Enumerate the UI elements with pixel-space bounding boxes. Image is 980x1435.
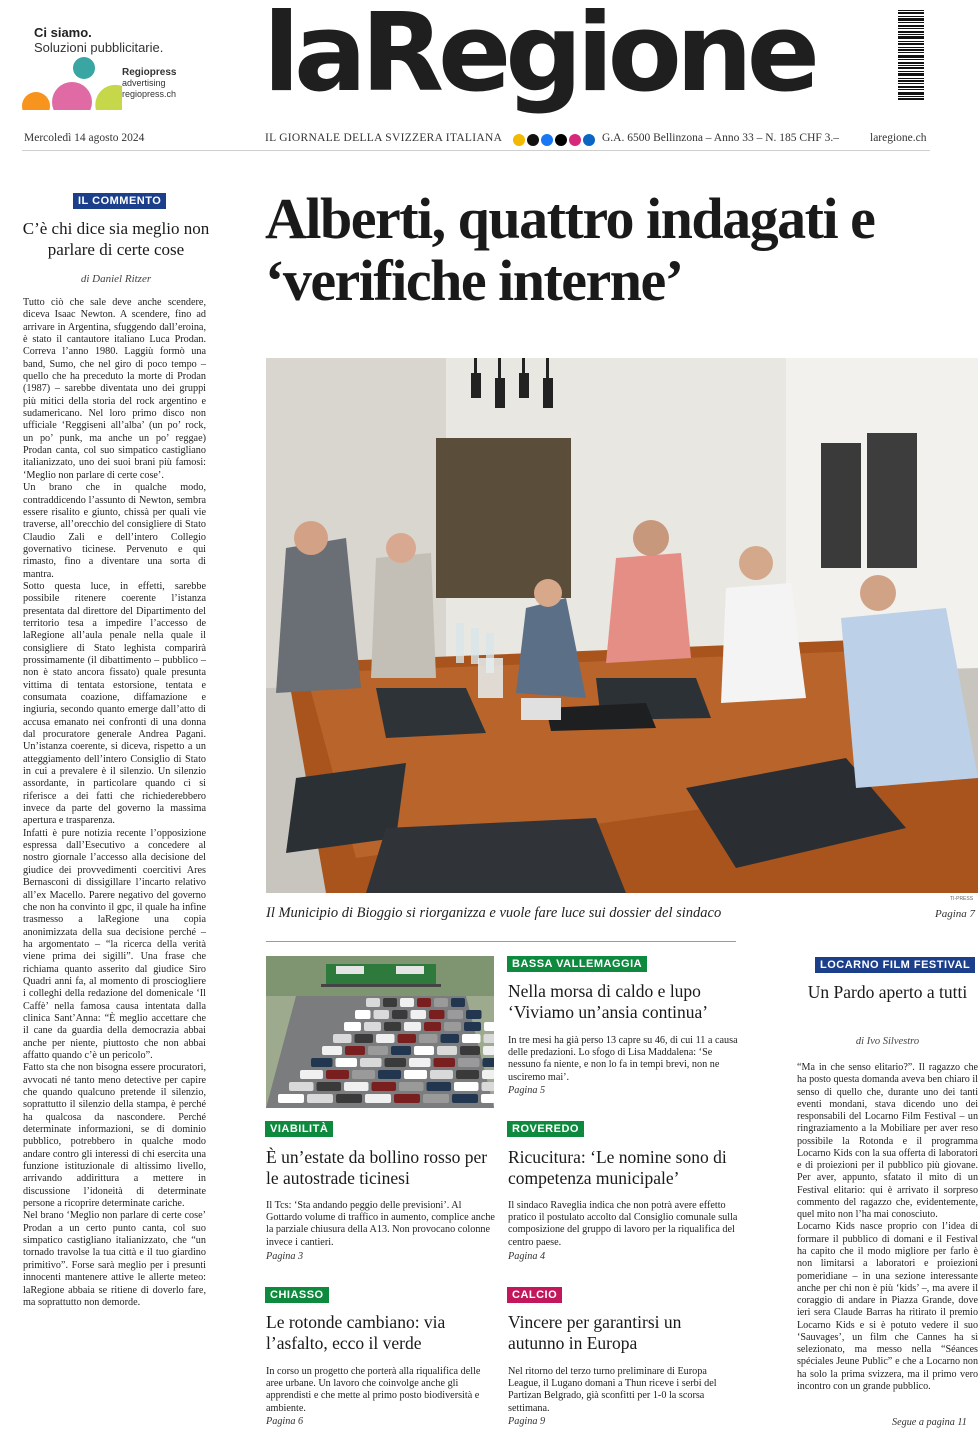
- article-page-viabilita[interactable]: Pagina 3: [266, 1251, 304, 1262]
- lead-headline[interactable]: Alberti, quattro indagati e ‘verifiche interne’: [265, 186, 875, 313]
- article-label-bassa-vallemaggia: BASSA VALLEMAGGIA: [507, 956, 647, 972]
- ad-brand-name: Regiopress: [122, 67, 177, 78]
- masthead-logo[interactable]: laRegione: [263, 0, 814, 116]
- lead-page-ref[interactable]: Pagina 7: [935, 908, 976, 920]
- app-icon[interactable]: [513, 134, 525, 146]
- barcode-graphic: [888, 6, 926, 104]
- linkedin-icon[interactable]: [583, 134, 595, 146]
- commentary-body: Tutto ciò che sale deve anche scendere, diceva Isaac Newton. A scendere, fino ad arrivare in Argentina, sfuggendo dall’eroina, è stato il cantautore italiano Luca Prodan. Correva l’anno 1980. Laggiù formò una band, Sumo, che nel giro di poco tempo – quello che ha preceduto la morte di Prodan (1987) – sarebbe diventata uno dei gruppi più mitici della storia del rock argentino e sudamericano. Nel loro primo disco non ufficiale ‘Reggiseni all’alba’ (un po’ rock, un po’ punk, ma anche un po’ reggae) Prodan canta, col suo simpatico castigliano italianizzato, uno dei suoi brani più famosi: ‘Meglio non parlare di certe cose’. Un brano che in qualche modo, contraddicendo l’assunto di Newton, sembra essere risalito e giunto, chissà per quali vie traverse, all’orecchio del consigliere di Stato Claudio Zali e dell’intero Collegio governativo ticinese. Pervenuto e qui rimasto, fino a diventare una sorta di mantra. Sotto questa luce, in effetti, sarebbe possibile ritenere coerente l’istanza presentata dal direttore del Dipartimento del territorio tesa a impedire l’accesso de laRegione all’aula penale nella quale il consigliere di Stato leghista comparirà prossimamente (il dibattimento – pubblico – non è stato ancora fissato) quale presunta vittima di tentata estorsione, tentata e consumata coazione, diffamazione e ingiuria, secondo quanto emerge dall’atto di accusa emanato nei confronti di una donna dal procuratore generale Andrea Pagani. Un’istanza coerente, si diceva, rispetto a un atteggiamento dell’intero Consiglio di Stato in cui a prevalere è il silenzio. Un silenzio assordante, in particolare quando ci si riferisce a dei fatti che richiederebbero invece da parte del governo la massima apertura e trasparenza. Infatti è pure notizia recente l’opposizione espressa dall’Esecutivo a concedere al nostro giornale l’accesso alla decisione del giudice dei provvedimenti coercitivi Ares Bernasconi di dissigillare l’incarto relativo all’ex Macello. Parere negativo del governo che non ha convinto il gpc, il quale ha infine trasmesso a laRegione una copia anonimizzata della sua decisione perché – ha argomentato – “la ricerca della verità viene prima dei sigilli”. Una frase che richiama quanto asserito dal giudice Siro Quadri anni fa, al momento di prosciogliere i colleghi della redazione del domenicale ‘Il Caffè’ nella famosa causa intentata dalla clinica Sant’Anna: “È meglio accettare che il cane da guardia della democrazia abbai anche per niente, piuttosto che non abbai affatto quando c’è un pericolo”. Fatto sta che non bisogna essere procuratori, avvocati né tanto meno detective per capire che quando qualcuno pretende il silenzio, soprattutto il silenzio della stampa, è perché ha qualcosa da nascondere. Perché determinate informazioni, se di dominio pubblico, potrebbero in qualche modo andare contro gli interessi di chi esercita una funzione istituzionale di altissimo livello, arrivando addirittura a mettere in discussione l’idoneità di determinate persone a ricoprire determinate cariche. Nel brano ‘Meglio non parlare di certe cose’ Prodan a un certo punto canta, col suo simpatico castigliano italianizzato, che “un tornado travolse la tua città e il tuo giardino primitivo”. Forse sarà meglio per i presunti innocenti mantenere attive le allerte meteo: laRegione abbaia se ritiene di doverlo fare, ma soprattutto non demorde.: [23, 297, 206, 1308]
- ad-brand-url: regiopress.ch: [122, 89, 177, 99]
- article-title-viabilita[interactable]: È un’estate da bollino rosso per le autostrade ticinesi: [266, 1147, 488, 1188]
- ad-subline: Soluzioni pubblicitarie.: [34, 40, 164, 55]
- site-link[interactable]: laregione.ch: [870, 132, 927, 144]
- tiktok-icon[interactable]: [527, 134, 539, 146]
- article-page-bassa-vallemaggia[interactable]: Pagina 5: [508, 1085, 546, 1096]
- article-body-roveredo: Il sindaco Raveglia indica che non potrà avere effetto pratico il postulato accolto dal Consiglio comunale sulla composizione del gruppo di lavoro per la riqualifica del centro paese.: [508, 1200, 738, 1248]
- article-label-roveredo: ROVEREDO: [507, 1121, 584, 1137]
- article-body-viabilita: Il Tcs: ‘Sta andando peggio delle previsioni’. Al Gottardo volume di traffico in aumento, complice anche la parziale chiusura della A13. Non provocano colonne invece i cantieri.: [266, 1200, 495, 1248]
- article-page-chiasso[interactable]: Pagina 6: [266, 1416, 304, 1427]
- tagline: IL GIORNALE DELLA SVIZZERA ITALIANA: [265, 132, 503, 144]
- social-icons: [512, 133, 596, 150]
- masthead-rule: [22, 150, 930, 151]
- ad-brand: [122, 67, 176, 100]
- commentary-title[interactable]: C’è chi dice sia meglio non parlare di certe cose: [22, 219, 210, 259]
- photo-caption: Il Municipio di Bioggio si riorganizza e vuole fare luce sui dossier del sindaco: [266, 905, 722, 921]
- section-separator: [266, 941, 736, 942]
- article-title-bassa-vallemaggia[interactable]: Nella morsa di caldo e lupo ‘Viviamo un’ansia continua’: [508, 981, 709, 1022]
- traffic-photo[interactable]: [266, 956, 494, 1108]
- article-body-calcio: Nel ritorno del terzo turno preliminare di Europa League, il Lugano domani a Thun riceve i serbi del Partizan Belgrado, già sconfitti per 1-0 la scorsa settimana.: [508, 1366, 717, 1414]
- article-label-viabilita: VIABILITÀ: [265, 1121, 333, 1137]
- locarno-author: di Ivo Silvestro: [855, 1036, 920, 1047]
- advertising-box[interactable]: [22, 20, 210, 110]
- article-page-roveredo[interactable]: Pagina 4: [508, 1251, 546, 1262]
- locarno-label: LOCARNO FILM FESTIVAL: [815, 957, 975, 973]
- commentary-label: IL COMMENTO: [73, 193, 166, 209]
- x-icon[interactable]: [555, 134, 567, 146]
- article-body-chiasso: In corso un progetto che porterà alla riqualifica delle aree urbane. Un lavoro che coinvolge anche gli apprendisti e che mette al primo posto biodiversità e ambiente.: [266, 1366, 481, 1414]
- locarno-body: “Ma in che senso elitario?”. Il ragazzo che ha posto questa domanda aveva ben chiaro il senso di quello che, durante uno dei tanti eventi mondani, stava dicendo uno dei responsabili del Locarno Film Festival – un ringraziamento a la Mobiliare per aver reso possibile la Rotonda e il programma Locarno Kids con la sua offerta di laboratori e di proiezioni per il pubblico più giovane. Per aver, appunto, sfatato il mito di un Festival elitario: qui è arrivato il sorpreso commento del ragazzo che, evidentemente, quel mito non l’ha mai conosciuto. Locarno Kids nasce proprio con l’idea di formare il pubblico di domani e il Festival ha capito che il modo migliore per farlo è non limitarsi a laboratori e proiezioni pomeridiane – in una sezione interessante anche per chi non è più ‘kids’ –, ma avere il coraggio di andare in Piazza Grande, dove ieri sera Claude Barras ha ritirato il premio Locarno Kids e si è potuto vedere il suo ‘Sauvages’, un film che Cannes ha sì selezionato, ma messo nella “Séances spéciales Jeune Public” e che a Locarno non ha solo la prima svizzera, ma il primo vero incontro con un grande pubblico.: [797, 1062, 978, 1392]
- locarno-title[interactable]: Un Pardo aperto a tutti: [807, 982, 968, 1002]
- article-label-chiasso: CHIASSO: [265, 1287, 329, 1303]
- instagram-icon[interactable]: [569, 134, 581, 146]
- locarno-follow-link[interactable]: Segue a pagina 11: [892, 1417, 967, 1428]
- ad-headline: Ci siamo.: [34, 25, 92, 40]
- article-label-calcio: CALCIO: [507, 1287, 562, 1303]
- ad-brand-sub: advertising: [122, 78, 166, 88]
- article-title-calcio[interactable]: Vincere per garantirsi un autunno in Europa: [508, 1312, 682, 1353]
- photo-credit: TI-PRESS: [950, 896, 974, 902]
- commentary-author: di Daniel Ritzer: [80, 273, 152, 285]
- ad-circles-graphic: [22, 54, 122, 110]
- article-title-roveredo[interactable]: Ricucitura: ‘Le nomine sono di competenza municipale’: [508, 1147, 727, 1188]
- facebook-icon[interactable]: [541, 134, 553, 146]
- article-title-chiasso[interactable]: Le rotonde cambiano: via l’asfalto, ecco il verde: [266, 1312, 446, 1353]
- issue-info: G.A. 6500 Bellinzona – Anno 33 – N. 185 CHF 3.–: [602, 132, 840, 144]
- article-body-bassa-vallemaggia: In tre mesi ha già perso 13 capre su 46, di cui 11 a causa delle predazioni. Lo sfogo di Lisa Maddalena: ‘Se nessuno fa niente, e non lo fa in tempi brevi, non ne usciremo mai’.: [508, 1035, 738, 1083]
- lead-photo[interactable]: [266, 358, 978, 893]
- date-strip: [22, 132, 930, 150]
- article-page-calcio[interactable]: Pagina 9: [508, 1416, 546, 1427]
- issue-date: Mercoledì 14 agosto 2024: [24, 132, 145, 144]
